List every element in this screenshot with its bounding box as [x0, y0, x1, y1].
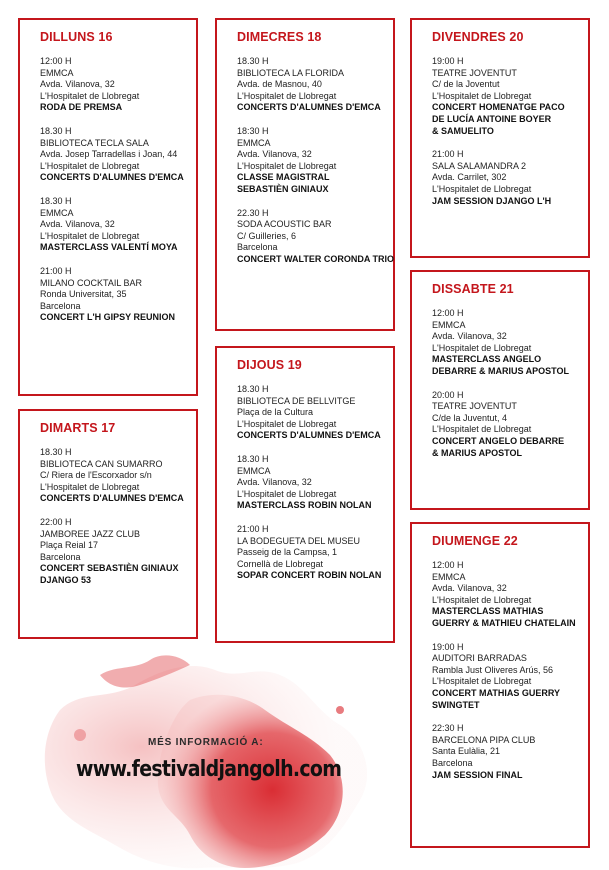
event-address-line: Barcelona: [432, 757, 473, 768]
day-card-dissabte: [410, 270, 590, 510]
event-address-line: C/ Guilleries, 6: [237, 230, 297, 241]
website-link[interactable]: www.festivaldjangolh.com: [76, 757, 342, 782]
event-address-line: L'Hospitalet de Llobregat: [237, 488, 337, 499]
event-item: [432, 149, 588, 207]
event-time: 18.30 H: [237, 453, 269, 464]
event-title-line: MASTERCLASS VALENTÍ MOYA: [40, 242, 178, 253]
event-title-line: DJANGO 53: [40, 574, 92, 585]
event-title-line: DEBARRE & MARIUS APOSTOL: [432, 365, 570, 376]
event-title-line: JAM SESSION FINAL: [432, 769, 523, 780]
event-address-line: Avda. Vilanova, 32: [432, 331, 507, 342]
event-venue: JAMBOREE JAZZ CLUB: [40, 528, 141, 539]
event-item: [237, 126, 393, 196]
day-heading: DIMECRES 18: [237, 30, 322, 44]
event-address-line: Avda. Vilanova, 32: [237, 149, 312, 160]
event-address-line: L'Hospitalet de Llobregat: [432, 183, 532, 194]
event-title-line: MASTERCLASS ANGELO: [432, 354, 542, 365]
event-time: 18.30 H: [237, 56, 269, 66]
event-address-line: L'Hospitalet de Llobregat: [237, 418, 337, 429]
event-venue: SODA ACOUSTIC BAR: [237, 219, 332, 230]
event-address-line: L'Hospitalet de Llobregat: [432, 90, 532, 101]
event-address-line: L'Hospitalet de Llobregat: [432, 594, 532, 605]
event-address-line: Barcelona: [40, 551, 81, 562]
event-item: [432, 723, 588, 781]
day-card-dijous: [215, 346, 395, 643]
event-title-line: & SAMUELITO: [432, 125, 494, 136]
event-time: 21:00 H: [237, 523, 269, 534]
event-item: [40, 266, 196, 324]
day-card-dimecres: [215, 18, 395, 331]
event-time: 22:30 H: [432, 723, 464, 734]
event-venue: MILANO COCKTAIL BAR: [40, 277, 143, 288]
event-time: 19:00 H: [432, 56, 464, 66]
event-address-line: L'Hospitalet de Llobregat: [237, 90, 337, 101]
event-address-line: Plaça de la Cultura: [237, 407, 314, 418]
event-venue: EMMCA: [40, 67, 74, 78]
event-title-line: CONCERT L'H GIPSY REUNION: [40, 312, 175, 323]
event-address-line: L'Hospitalet de Llobregat: [40, 481, 140, 492]
event-address-line: Avda. Vilanova, 32: [432, 583, 507, 594]
event-item: [237, 208, 393, 266]
day-card-dilluns: [18, 18, 198, 396]
day-heading: DIMARTS 17: [40, 421, 116, 435]
event-address-line: Santa Eulàlia, 21: [432, 746, 501, 757]
event-item: [40, 447, 196, 505]
event-time: 19:00 H: [432, 641, 464, 652]
event-time: 21:00 H: [40, 265, 72, 276]
event-address-line: L'Hospitalet de Llobregat: [432, 676, 532, 687]
event-item: [40, 517, 196, 587]
event-address-line: Passeig de la Campsa, 1: [237, 547, 338, 558]
event-item: [237, 384, 393, 442]
event-title-line: CONCERTS D'ALUMNES D'EMCA: [237, 430, 381, 441]
event-address-line: C/ de la Joventut: [432, 79, 500, 90]
event-time: 20:00 H: [432, 389, 464, 400]
event-item: [432, 308, 588, 378]
red-paint-splash: [40, 640, 380, 870]
event-venue: EMMCA: [432, 571, 466, 582]
event-time: 21:00 H: [432, 149, 464, 160]
event-address-line: Avda. Vilanova, 32: [40, 219, 115, 230]
event-title-line: CONCERT SEBASTIÈN GINIAUX: [40, 563, 179, 574]
event-address-line: Rambla Just Oliveres Arús, 56: [432, 664, 554, 675]
event-address-line: L'Hospitalet de Llobregat: [432, 424, 532, 435]
event-address-line: Ronda Universitat, 35: [40, 289, 127, 300]
day-heading: DISSABTE 21: [432, 282, 514, 296]
day-card-divendres: [410, 18, 590, 258]
event-address-line: Cornellà de Llobregat: [237, 558, 324, 569]
event-title-line: CONCERTS D'ALUMNES D'EMCA: [40, 493, 184, 504]
event-title-line: CONCERT WALTER CORONDA TRIO: [237, 253, 394, 264]
event-time: 18:30 H: [237, 125, 269, 136]
event-title-line: CONCERTS D'ALUMNES D'EMCA: [237, 102, 381, 113]
event-item: [432, 56, 588, 137]
event-address-line: L'Hospitalet de Llobregat: [40, 90, 140, 101]
event-address-line: L'Hospitalet de Llobregat: [40, 230, 140, 241]
event-item: [432, 560, 588, 630]
day-card-diumenge: [410, 522, 590, 848]
event-title-line: MASTERCLASS ROBIN NOLAN: [237, 500, 372, 511]
event-venue: BIBLIOTECA DE BELLVITGE: [237, 395, 356, 406]
day-heading: DIJOUS 19: [237, 358, 302, 372]
event-title-line: CONCERT HOMENATGE PACO: [432, 102, 565, 113]
event-time: 18.30 H: [40, 447, 72, 457]
event-address-line: C/de la Juventut, 4: [432, 412, 508, 423]
event-venue: EMMCA: [237, 137, 271, 148]
event-time: 18.30 H: [237, 384, 269, 394]
event-item: [432, 390, 588, 460]
event-title-line: CONCERT MATHIAS GUERRY: [432, 687, 560, 698]
event-title-line: JAM SESSION DJANGO L'H: [432, 195, 552, 206]
event-venue: EMMCA: [237, 465, 271, 476]
event-venue: BIBLIOTECA TECLA SALA: [40, 137, 149, 148]
event-time: 18.30 H: [40, 195, 72, 206]
event-title-line: RODA DE PREMSA: [40, 102, 123, 113]
day-heading: DIUMENGE 22: [432, 534, 518, 548]
event-address-line: L'Hospitalet de Llobregat: [237, 160, 337, 171]
event-address-line: Barcelona: [40, 300, 81, 311]
event-time: 22.30 H: [237, 207, 269, 218]
event-title-line: MASTERCLASS MATHIAS: [432, 606, 544, 617]
event-address-line: L'Hospitalet de Llobregat: [432, 342, 532, 353]
event-venue: EMMCA: [432, 319, 466, 330]
event-address-line: Avda. Josep Tarradellas i Joan, 44: [40, 149, 178, 160]
event-venue: AUDITORI BARRADAS: [432, 653, 527, 664]
event-venue: BIBLIOTECA CAN SUMARRO: [40, 458, 163, 469]
event-address-line: L'Hospitalet de Llobregat: [40, 160, 140, 171]
event-venue: SALA SALAMANDRA 2: [432, 160, 527, 171]
event-item: [40, 56, 196, 114]
event-venue: TEATRE JOVENTUT: [432, 67, 517, 78]
event-venue: LA BODEGUETA DEL MUSEU: [237, 535, 361, 546]
event-address-line: Avda. Vilanova, 32: [237, 477, 312, 488]
event-address-line: Avda. Vilanova, 32: [40, 79, 115, 90]
event-venue: BIBLIOTECA LA FLORIDA: [237, 67, 345, 78]
event-address-line: C/ Riera de l'Escorxador s/n: [40, 470, 152, 481]
event-title-line: CONCERTS D'ALUMNES D'EMCA: [40, 172, 184, 183]
event-time: 12:00 H: [40, 56, 72, 66]
event-address-line: Avda. de Masnou, 40: [237, 79, 322, 90]
day-heading: DILLUNS 16: [40, 30, 113, 44]
event-title-line: CLASSE MAGISTRAL: [237, 172, 330, 183]
event-title-line: GUERRY & MATHIEU CHATELAIN: [432, 617, 576, 628]
event-time: 12:00 H: [432, 308, 464, 318]
day-card-dimarts: [18, 409, 198, 639]
event-item: [40, 126, 196, 184]
event-item: [432, 642, 588, 712]
event-address-line: Plaça Reial 17: [40, 540, 99, 551]
event-venue: TEATRE JOVENTUT: [432, 401, 517, 412]
event-time: 12:00 H: [432, 560, 464, 570]
event-venue: BARCELONA PIPA CLUB: [432, 734, 536, 745]
event-title-line: & MARIUS APOSTOL: [432, 447, 523, 458]
event-title-line: CONCERT ANGELO DEBARRE: [432, 435, 565, 446]
event-time: 22:00 H: [40, 516, 72, 527]
event-title-line: DE LUCÍA ANTOINE BOYER: [432, 113, 552, 124]
event-address-line: Avda. Carrilet, 302: [432, 172, 507, 183]
event-address-line: Barcelona: [237, 242, 278, 253]
event-title-line: SEBASTIÈN GINIAUX: [237, 183, 329, 194]
more-info-label: MÉS INFORMACIÓ A:: [148, 737, 264, 748]
event-title-line: SOPAR CONCERT ROBIN NOLAN: [237, 570, 382, 581]
event-item: [237, 454, 393, 512]
event-title-line: SWINGTET: [432, 699, 480, 710]
event-item: [40, 196, 196, 254]
event-item: [237, 524, 393, 582]
event-item: [237, 56, 393, 114]
day-heading: DIVENDRES 20: [432, 30, 524, 44]
event-time: 18.30 H: [40, 125, 72, 136]
event-venue: EMMCA: [40, 207, 74, 218]
